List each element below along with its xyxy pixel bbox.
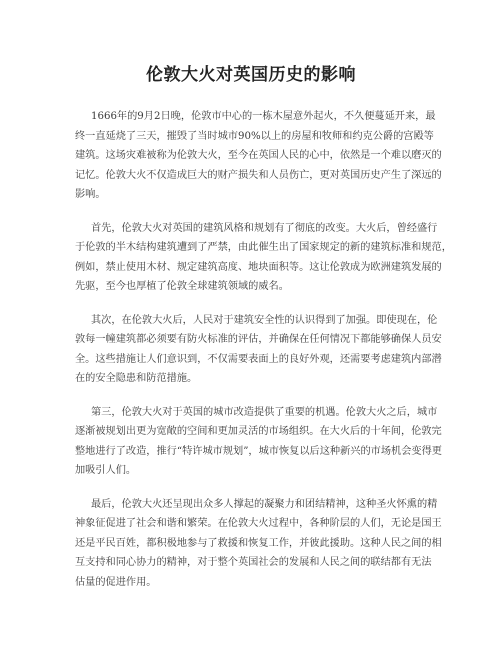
paragraph-line: 第三，伦敦大火对于英国的城市改造提供了重要的机遇。伦敦大火之后，城市	[91, 406, 438, 418]
paragraph-line: 互支持和同心协力的精神，对于整个英国社会的发展和人民之间的联结都有无法	[75, 557, 432, 568]
paragraph-line: 1666年的9月2日晚，伦敦市中心的一栋木屋意外起火，不久便蔓延开来，最	[91, 111, 436, 122]
paragraph-line: 建筑。这场灾难被称为伦敦大火，至今在英国人民的心中，依然是一个难以磨灭的	[75, 150, 442, 161]
paragraph-5	[75, 495, 442, 593]
paragraph-2	[75, 219, 452, 297]
paragraph-line: 加吸引人们。	[75, 465, 137, 476]
paragraph-1	[75, 107, 442, 205]
paragraph-4	[75, 403, 442, 481]
paragraph-line: 在的安全隐患和防范措施。	[75, 373, 198, 384]
paragraph-line: 逐渐被规划出更为宽敞的空间和更加灵活的市场组织。在大火后的十年间，伦敦完	[75, 426, 442, 437]
paragraph-line: 首先，伦敦大火对英国的建筑风格和规划有了彻底的改变。大火后，曾经盛行	[91, 222, 438, 234]
paragraph-line: 估量的促进作用。	[75, 576, 157, 588]
paragraph-line: 终一直延烧了三天，摧毁了当时城市90%以上的房屋和牧师和约克公爵的宫殿等	[75, 130, 434, 142]
paragraph-line: 于伦敦的半木结构建筑遭到了严禁，由此催生出了国家规定的新的建筑标准和规范，	[75, 242, 452, 253]
paragraph-line: 例如，禁止使用木材、规定建筑高度、地块面积等。这让伦敦成为欧洲建筑发展的	[75, 261, 442, 273]
paragraph-line: 还是平民百姓，都积极地参与了救援和恢复工作，并彼此援助。这种人民之间的相	[75, 537, 442, 549]
document-title: 伦敦大火对英国历史的影响	[146, 65, 356, 85]
paragraph-line: 记忆。伦敦大火不仅造成巨大的财产损失和人员伤亡，更对英国历史产生了深远的	[75, 169, 442, 181]
paragraph-line: 其次，在伦敦大火后，人民对于建筑安全性的认识得到了加强。即使现在，伦	[91, 314, 438, 326]
paragraph-line: 神象征促进了社会和谐和繁荣。在伦敦大火过程中，各种阶层的人们，无论是国王	[75, 518, 442, 529]
paragraph-line: 全。这些措施让人们意识到，不仅需要表面上的良好外观，还需要考虑建筑内部潜	[75, 353, 442, 365]
paragraph-line: 先驱，至今也厚植了伦敦全球建筑领域的威名。	[75, 281, 289, 292]
paragraph-3	[75, 311, 442, 389]
paragraph-line: 整地进行了改造，推行“特许城市规划”，城市恢复以后这种新兴的市场机会变得更	[75, 445, 442, 457]
paragraph-line: 最后，伦敦大火还呈现出众多人撑起的凝聚力和团结精神，这种圣火怀熏的精	[91, 498, 438, 510]
paragraph-line: 敦每一幢建筑都必须要有防火标准的评估，并确保在任何情况下都能够确保人员安	[75, 334, 442, 345]
paragraph-line: 影响。	[75, 189, 106, 200]
